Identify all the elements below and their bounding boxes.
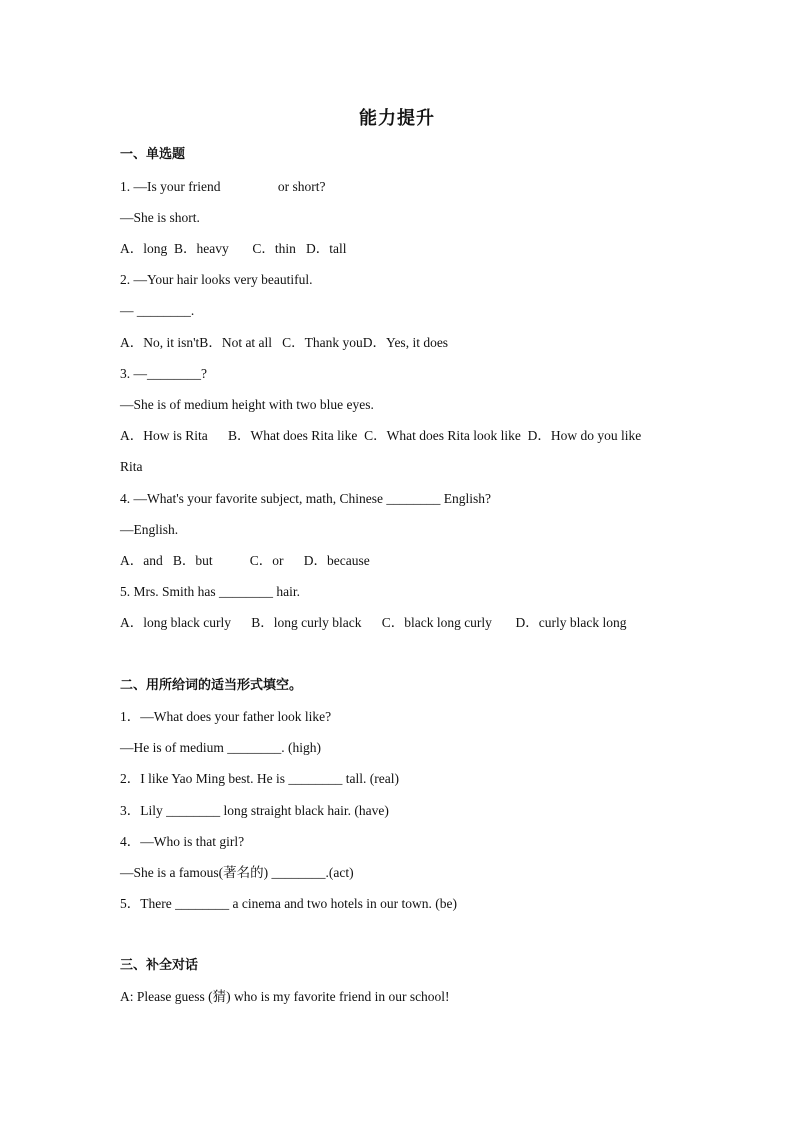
fill-in-line: 4．—Who is that girl? <box>120 834 245 849</box>
question-line: —She is short. <box>120 210 200 225</box>
fill-in-line: —He is of medium ________. (high) <box>120 740 321 755</box>
section-heading: 二、用所给词的适当形式填空。 <box>120 678 303 693</box>
question-line: 2. —Your hair looks very beautiful. <box>120 272 313 287</box>
fill-in-line: 5．There ________ a cinema and two hotels in our town. (be) <box>120 896 458 911</box>
question-line: 5. Mrs. Smith has ________ hair. <box>120 584 301 599</box>
page-title: 能力提升 <box>359 108 435 129</box>
answer-options-continued: Rita <box>120 459 143 474</box>
answer-options: A．No, it isn'tB．Not at all C．Thank youD．Yes, it does <box>120 335 449 350</box>
question-line: —She is of medium height with two blue eyes. <box>120 397 374 412</box>
dialogue-line: A: Please guess (猜) who is my favorite friend in our school! <box>120 989 450 1004</box>
fill-in-line: 2．I like Yao Ming best. He is ________ tall. (real) <box>120 771 399 786</box>
answer-options: A．long black curly B．long curly black C．black long curly D．curly black long <box>120 615 627 630</box>
question-line: 4. —What's your favorite subject, math, Chinese ________ English? <box>120 491 491 506</box>
answer-options: A．How is Rita B．What does Rita like C．What does Rita look like D．How do you like <box>120 428 642 443</box>
fill-in-line: 3．Lily ________ long straight black hair. (have) <box>120 803 389 818</box>
question-line: — ________. <box>120 303 195 318</box>
section-heading: 三、补全对话 <box>120 958 199 973</box>
section-heading: 一、单选题 <box>120 147 186 162</box>
answer-options: A．and B．but C．or D．because <box>120 553 370 568</box>
question-line: 3. —________? <box>120 366 207 381</box>
fill-in-line: —She is a famous(著名的) ________.(act) <box>120 865 354 880</box>
answer-options: A．long B．heavy C．thin D．tall <box>120 241 347 256</box>
question-line: —English. <box>120 522 179 537</box>
fill-in-line: 1．—What does your father look like? <box>120 709 332 724</box>
question-line: 1. —Is your friend or short? <box>120 179 326 194</box>
